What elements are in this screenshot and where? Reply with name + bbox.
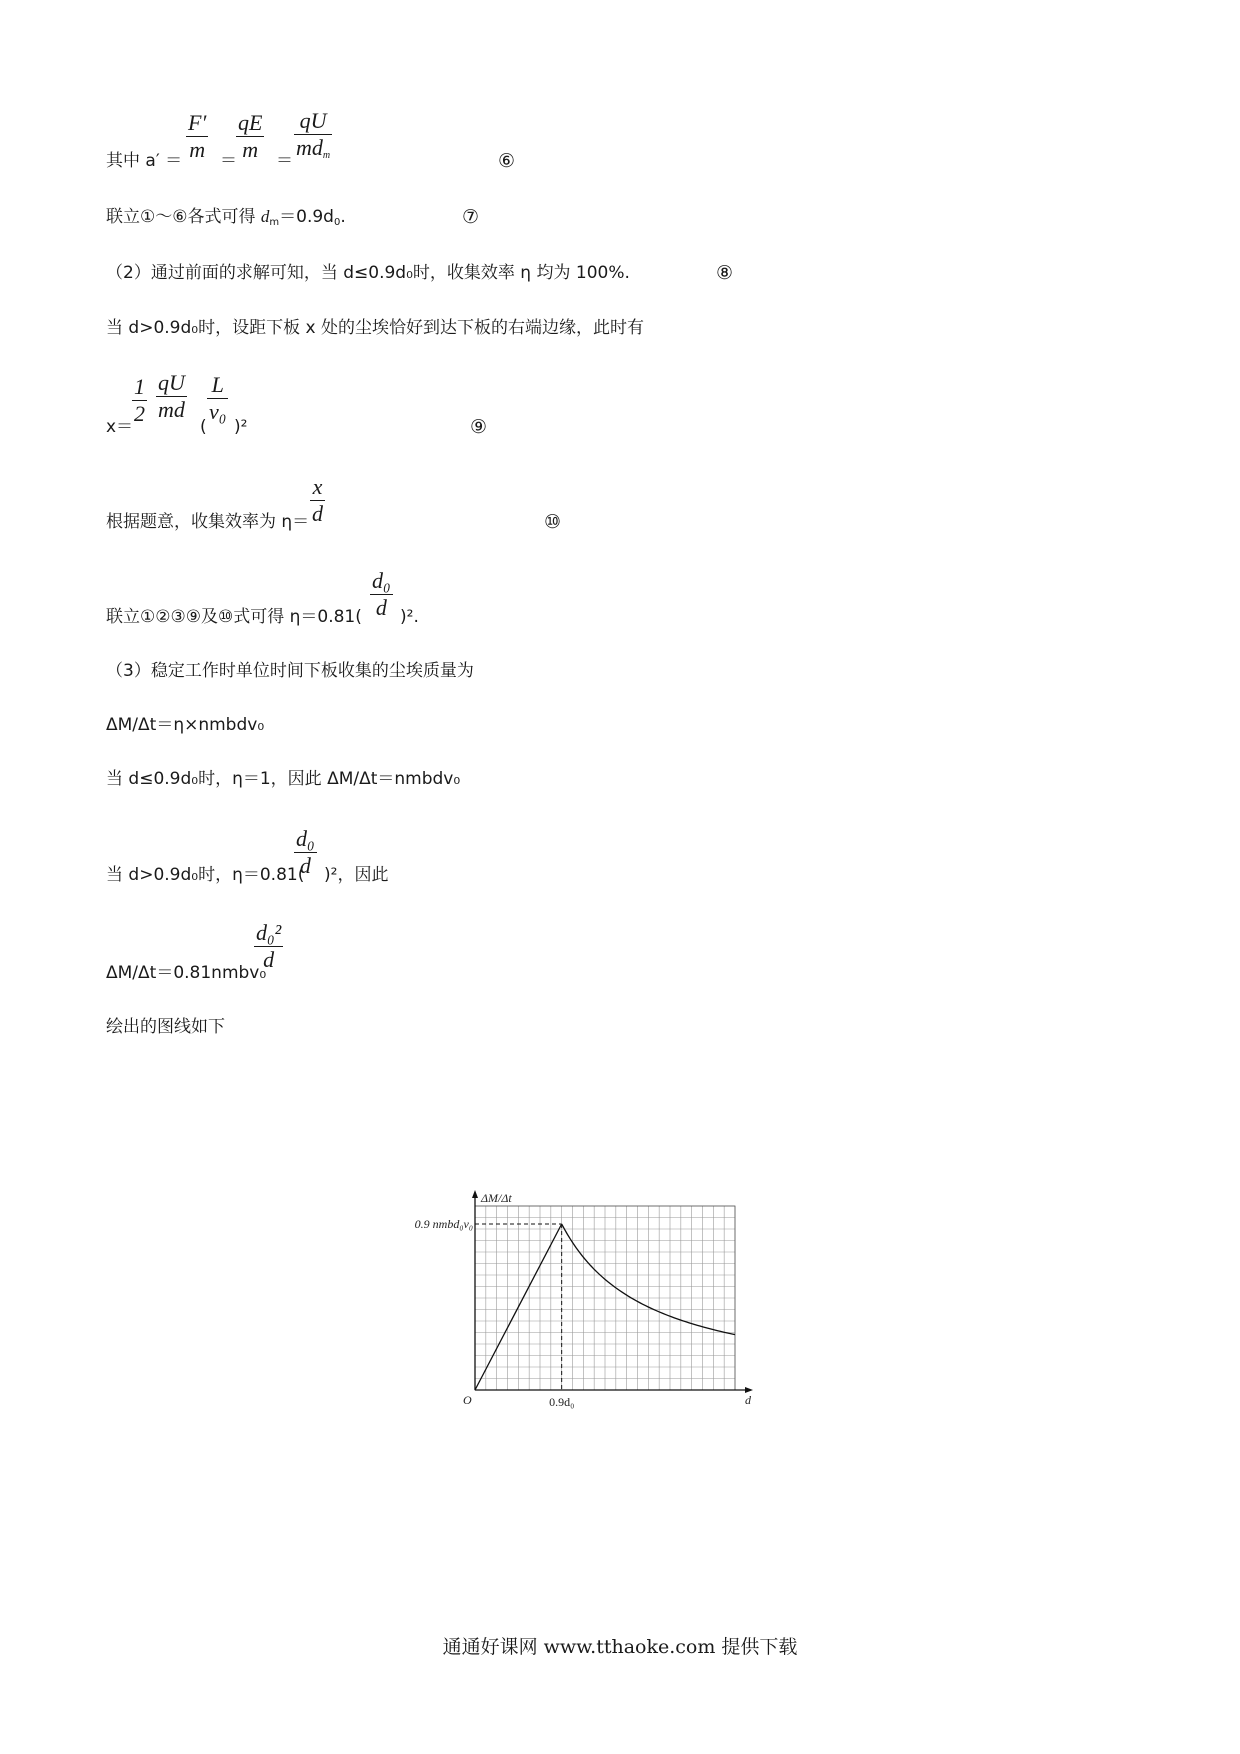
symbol-d: d bbox=[260, 207, 270, 226]
fraction-denominator: m bbox=[189, 137, 206, 162]
line-text: 联立①～⑥各式可得 bbox=[106, 207, 256, 227]
fraction-numerator: 1 bbox=[134, 374, 145, 399]
fraction-numerator: d₀ bbox=[372, 568, 391, 593]
fraction-numerator: qE bbox=[238, 110, 263, 135]
equation-marker-7: ⑦ bbox=[462, 206, 480, 228]
line-graph-intro: 绘出的图线如下 bbox=[106, 1017, 225, 1037]
line-mass-rate-def: ΔM/Δt＝η×nmbdv₀ bbox=[106, 715, 265, 735]
fraction-numerator: x bbox=[312, 474, 323, 499]
line-part2-intro: （2）通过前面的求解可知，当 d≤0.9d₀时，收集效率 η 均为 100%. bbox=[106, 263, 630, 283]
equals-sign: ＝ bbox=[220, 151, 237, 171]
subscript: 0 bbox=[333, 217, 341, 228]
paren-close-squared: )² bbox=[234, 417, 248, 437]
equation-marker-9: ⑨ bbox=[470, 416, 488, 438]
fraction-qe-over-mass bbox=[236, 110, 264, 163]
chart-grid bbox=[475, 1206, 735, 1390]
fraction-numerator: L bbox=[211, 372, 224, 397]
fraction-force-over-mass bbox=[186, 110, 208, 163]
fraction-denominator: d bbox=[299, 853, 311, 878]
expr-value: ＝0.9d bbox=[279, 207, 334, 227]
fraction-denominator: 2 bbox=[134, 401, 145, 426]
fraction-d0-over-d bbox=[370, 568, 393, 621]
line-efficiency-large-d: 当 d>0.9d₀时，η＝0.81( bbox=[106, 865, 305, 885]
line-x-prefix: x＝ bbox=[106, 417, 134, 437]
paren-close-squared: )². bbox=[400, 607, 419, 627]
fraction-one-half bbox=[132, 374, 147, 427]
fraction-denominator: d bbox=[263, 947, 275, 972]
fraction-denominator: md bbox=[158, 397, 185, 422]
page-footer: 通通好课网 www.tthaoke.com 提供下载 bbox=[442, 1636, 798, 1658]
fraction-denominator: v₀ bbox=[209, 399, 227, 424]
equation-marker-8: ⑧ bbox=[716, 262, 734, 284]
y-axis-label: ΔM/Δt bbox=[481, 1191, 512, 1205]
fraction-numerator: qU bbox=[158, 370, 185, 395]
line-efficiency-def: 根据题意，收集效率为 η＝ bbox=[106, 512, 310, 532]
y-axis-arrow bbox=[472, 1190, 478, 1198]
fraction-d0sq-over-d bbox=[254, 920, 283, 973]
equation-marker-10: ⑩ bbox=[544, 511, 562, 533]
fraction-numerator: qU bbox=[299, 108, 327, 133]
paren-open: ( bbox=[200, 417, 207, 437]
fraction-denominator: d bbox=[312, 501, 323, 526]
fraction-x-over-d bbox=[310, 474, 325, 527]
y-tick-label: 0.9 nmbd₀v₀ bbox=[414, 1217, 473, 1231]
equation-marker-6: ⑥ bbox=[498, 150, 516, 172]
line-combine-result bbox=[106, 206, 346, 234]
line-part3-intro: （3）稳定工作时单位时间下板收集的尘埃质量为 bbox=[106, 661, 474, 681]
fraction-numerator: d₀² bbox=[256, 920, 282, 945]
mass-rate-chart bbox=[414, 1188, 805, 1418]
chart-axes bbox=[472, 1190, 753, 1393]
paren-close-squared-therefore: )²，因此 bbox=[324, 865, 389, 885]
fraction-denominator: d bbox=[375, 595, 387, 620]
line-mass-rate-large-d: ΔM/Δt＝0.81nmbv₀ bbox=[106, 963, 267, 983]
fraction-qu-over-mdm bbox=[294, 108, 332, 169]
fraction-d0-over-d bbox=[294, 826, 317, 879]
fraction-denominator: $md_m$ bbox=[296, 135, 331, 161]
subscript: m bbox=[269, 217, 280, 228]
period: . bbox=[340, 207, 346, 227]
line-accel-prefix: 其中 a′ ＝ bbox=[106, 151, 183, 171]
fraction-numerator: F′ bbox=[188, 110, 207, 135]
fraction-l-over-v0 bbox=[207, 372, 228, 425]
x-tick-label: 0.9d₀ bbox=[549, 1395, 575, 1409]
equals-sign: ＝ bbox=[276, 151, 293, 171]
line-case-d-greater: 当 d>0.9d₀时，设距下板 x 处的尘埃恰好到达下板的右端边缘，此时有 bbox=[106, 318, 644, 338]
origin-label: O bbox=[463, 1393, 472, 1407]
line-efficiency-result: 联立①②③⑨及⑩式可得 η＝0.81( bbox=[106, 607, 362, 627]
x-axis-label: d bbox=[745, 1393, 751, 1407]
fraction-denominator: m bbox=[242, 137, 259, 162]
line-mass-rate-small-d: 当 d≤0.9d₀时，η＝1，因此 ΔM/Δt＝nmbdv₀ bbox=[106, 769, 461, 789]
fraction-numerator: d₀ bbox=[296, 826, 315, 851]
fraction-qu-over-md bbox=[156, 370, 187, 423]
